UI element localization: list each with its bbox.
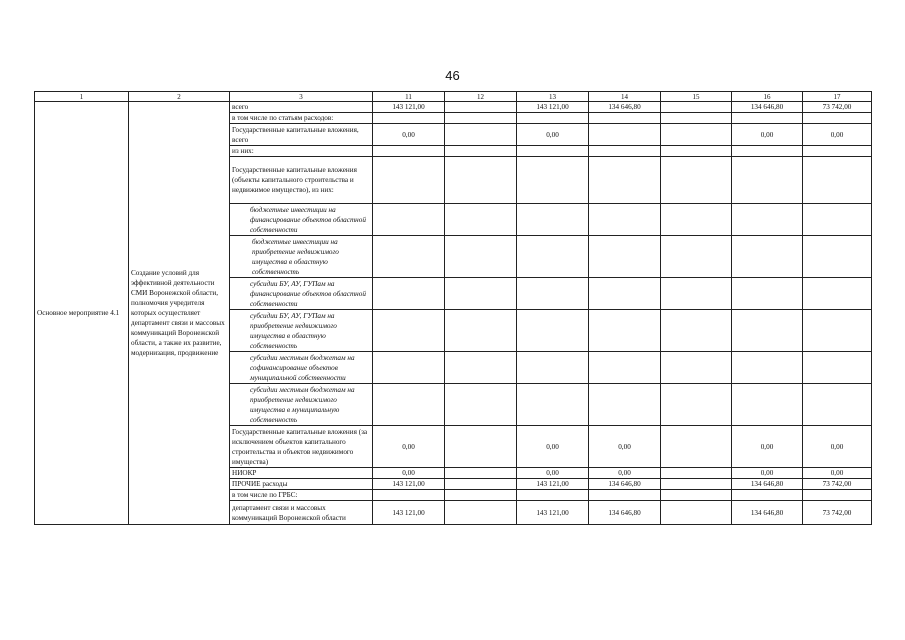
value-cell [803, 204, 872, 236]
value-cell [661, 384, 732, 426]
row-label: субсидии местным бюджетам на приобретение недвижимого имущества в муниципальную собственность [230, 384, 373, 426]
value-cell [661, 157, 732, 204]
header-cell: 14 [589, 92, 661, 102]
value-cell [373, 204, 445, 236]
value-cell [373, 352, 445, 384]
header-cell: 11 [373, 92, 445, 102]
header-cell: 16 [732, 92, 803, 102]
value-cell: 134 646,80 [732, 102, 803, 113]
row-label: субсидии БУ, АУ, ГУПам на финансирование объектов областной собственности [230, 278, 373, 310]
value-cell [373, 490, 445, 501]
value-cell [373, 113, 445, 124]
event-description-cell: Создание условий для эффективной деятельности СМИ Воронежской области, полномочия учредителя которых осуществляет департамент связи и массовых коммуникаций Воронежской области, а также их развитие, модернизация, продвижение [129, 102, 230, 525]
value-cell: 0,00 [373, 124, 445, 146]
row-label: субсидии БУ, АУ, ГУПам на приобретение недвижимого имущества в областную собственность [230, 310, 373, 352]
value-cell [517, 113, 589, 124]
value-cell [803, 310, 872, 352]
header-cell: 2 [129, 92, 230, 102]
value-cell [661, 124, 732, 146]
value-cell: 0,00 [517, 468, 589, 479]
row-label: бюджетные инвестиции на приобретение недвижимого имущества в областную собственность [230, 236, 373, 278]
value-cell [661, 204, 732, 236]
value-cell [732, 490, 803, 501]
value-cell [517, 490, 589, 501]
value-cell [445, 146, 517, 157]
value-cell: 0,00 [732, 426, 803, 468]
value-cell: 0,00 [732, 468, 803, 479]
value-cell [517, 352, 589, 384]
value-cell [517, 384, 589, 426]
value-cell [803, 146, 872, 157]
value-cell: 134 646,80 [732, 501, 803, 525]
value-cell: 0,00 [373, 426, 445, 468]
page-number: 46 [445, 68, 460, 83]
value-cell [732, 278, 803, 310]
value-cell [517, 310, 589, 352]
value-cell [589, 352, 661, 384]
value-cell: 0,00 [803, 468, 872, 479]
value-cell [445, 384, 517, 426]
value-cell [661, 501, 732, 525]
value-cell: 143 121,00 [517, 102, 589, 113]
value-cell: 143 121,00 [373, 102, 445, 113]
value-cell [445, 501, 517, 525]
value-cell [803, 384, 872, 426]
value-cell [803, 113, 872, 124]
value-cell: 73 742,00 [803, 102, 872, 113]
row-label: в том числе по ГРБС: [230, 490, 373, 501]
header-cell: 13 [517, 92, 589, 102]
value-cell: 0,00 [732, 124, 803, 146]
event-name-cell: Основное мероприятие 4.1 [35, 102, 129, 525]
value-cell: 134 646,80 [732, 479, 803, 490]
value-cell: 73 742,00 [803, 501, 872, 525]
row-label: Государственные капитальные вложения (объекты капитального строительства и недвижимое имущество), из них: [230, 157, 373, 204]
value-cell: 143 121,00 [517, 479, 589, 490]
value-cell: 143 121,00 [373, 479, 445, 490]
value-cell [661, 479, 732, 490]
value-cell [661, 490, 732, 501]
budget-table [34, 91, 872, 525]
value-cell: 0,00 [589, 468, 661, 479]
value-cell [517, 146, 589, 157]
value-cell [661, 278, 732, 310]
header-cell: 17 [803, 92, 872, 102]
value-cell [589, 490, 661, 501]
value-cell [445, 352, 517, 384]
header-row [35, 92, 872, 102]
value-cell [373, 278, 445, 310]
value-cell [732, 146, 803, 157]
value-cell [445, 157, 517, 204]
value-cell [732, 236, 803, 278]
row-label: бюджетные инвестиции на финансирование объектов областной собственности [230, 204, 373, 236]
value-cell: 0,00 [803, 426, 872, 468]
value-cell [803, 236, 872, 278]
value-cell [445, 468, 517, 479]
value-cell [373, 236, 445, 278]
value-cell [803, 278, 872, 310]
value-cell [661, 102, 732, 113]
value-cell: 0,00 [517, 426, 589, 468]
header-cell: 15 [661, 92, 732, 102]
row-label: Государственные капитальные вложения, всего [230, 124, 373, 146]
value-cell [445, 479, 517, 490]
value-cell [732, 204, 803, 236]
value-cell [661, 113, 732, 124]
value-cell [589, 278, 661, 310]
row-label: НИОКР [230, 468, 373, 479]
value-cell [661, 468, 732, 479]
header-cell: 12 [445, 92, 517, 102]
value-cell: 134 646,80 [589, 479, 661, 490]
value-cell [373, 157, 445, 204]
value-cell [661, 352, 732, 384]
value-cell [517, 204, 589, 236]
value-cell: 134 646,80 [589, 501, 661, 525]
value-cell: 0,00 [373, 468, 445, 479]
value-cell [732, 113, 803, 124]
value-cell [517, 157, 589, 204]
value-cell [589, 204, 661, 236]
value-cell [589, 113, 661, 124]
value-cell: 134 646,80 [589, 102, 661, 113]
value-cell: 143 121,00 [373, 501, 445, 525]
value-cell [373, 146, 445, 157]
value-cell [803, 157, 872, 204]
value-cell [517, 278, 589, 310]
value-cell [373, 310, 445, 352]
value-cell [661, 426, 732, 468]
value-cell [445, 310, 517, 352]
value-cell [732, 157, 803, 204]
header-cell: 3 [230, 92, 373, 102]
row-label: департамент связи и массовых коммуникаций Воронежской области [230, 501, 373, 525]
row-label: ПРОЧИЕ расходы [230, 479, 373, 490]
value-cell [445, 113, 517, 124]
row-label: всего [230, 102, 373, 113]
header-cell: 1 [35, 92, 129, 102]
value-cell [445, 102, 517, 113]
value-cell [589, 384, 661, 426]
value-cell [589, 157, 661, 204]
value-cell [373, 384, 445, 426]
row-label: из них: [230, 146, 373, 157]
value-cell [732, 310, 803, 352]
table-row [35, 102, 872, 113]
value-cell [661, 236, 732, 278]
value-cell [445, 278, 517, 310]
value-cell [445, 426, 517, 468]
value-cell [732, 384, 803, 426]
value-cell: 0,00 [589, 426, 661, 468]
value-cell [445, 236, 517, 278]
value-cell [803, 490, 872, 501]
value-cell [589, 146, 661, 157]
value-cell [517, 236, 589, 278]
value-cell: 143 121,00 [517, 501, 589, 525]
value-cell [589, 310, 661, 352]
value-cell: 73 742,00 [803, 479, 872, 490]
row-label: Государственные капитальные вложения (за исключением объектов капитального строительства и объектов недвижимого имущества) [230, 426, 373, 468]
value-cell [589, 124, 661, 146]
value-cell [661, 146, 732, 157]
value-cell [803, 352, 872, 384]
row-label: в том числе по статьям расходов: [230, 113, 373, 124]
value-cell [445, 124, 517, 146]
value-cell: 0,00 [517, 124, 589, 146]
value-cell [661, 310, 732, 352]
value-cell [732, 352, 803, 384]
value-cell [445, 204, 517, 236]
value-cell [589, 236, 661, 278]
value-cell [445, 490, 517, 501]
row-label: субсидии местным бюджетам на софинансирование объектов муниципальной собственности [230, 352, 373, 384]
value-cell: 0,00 [803, 124, 872, 146]
